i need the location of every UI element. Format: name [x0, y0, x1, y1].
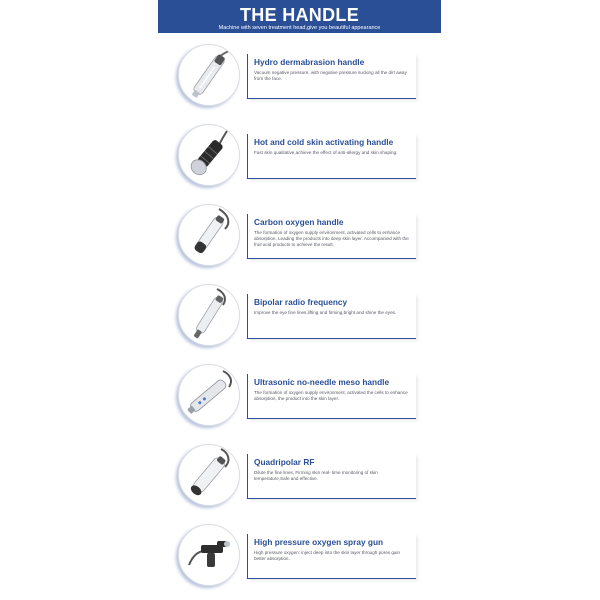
handle-name: Ultrasonic no-needle meso handle	[254, 377, 390, 387]
hot-cold-handle-icon	[178, 124, 240, 186]
handle-name: Hot and cold skin activating handle	[254, 137, 394, 147]
handle-row	[0, 444, 600, 514]
handle-description: The formation of oxygen supply environment, activated cells to enhance absorption. Leading the products into deep skin layer. Accompanied with the fruit acid products to achieve the result.	[254, 230, 409, 247]
handle-description: The formation of oxygen supply environment, activated the cells to enhance absorption, the product into the skin layer.	[254, 390, 408, 401]
hydro-dermabrasion-handle-icon	[178, 44, 240, 106]
handle-name: High pressure oxygen spray gun	[254, 537, 384, 547]
handle-card	[247, 294, 416, 339]
oxygen-spray-gun-icon	[178, 524, 240, 586]
handle-description: Fast skin qualitative,achieve the effect of anti-allergy and skin shaping.	[254, 150, 398, 155]
handle-row	[0, 284, 600, 354]
handle-row	[0, 364, 600, 434]
header-banner	[158, 0, 441, 33]
handle-card	[247, 54, 416, 99]
handle-row	[0, 204, 600, 274]
handle-name: Hydro dermabrasion handle	[254, 57, 365, 67]
handle-card	[247, 534, 416, 579]
handle-name: Carbon oxygen handle	[254, 217, 344, 227]
handle-description: Vacuum negative pressure, with negative pressure sucking all the dirt away from the face.	[254, 70, 407, 81]
handle-description: High pressure oxygen: inject deep into the skin layer through pores gain better absorption.	[254, 550, 401, 561]
handle-card	[247, 374, 416, 419]
handle-row	[0, 124, 600, 194]
handle-row	[0, 44, 600, 114]
page-title: THE HANDLE	[240, 5, 359, 25]
quadripolar-rf-handle-icon	[178, 444, 240, 506]
handle-name: Quadripolar RF	[254, 457, 315, 467]
bipolar-rf-handle-icon	[178, 284, 240, 346]
handle-card	[247, 214, 416, 259]
page-subtitle: Machine with seven treatment head,give you beautiful appearance	[218, 25, 381, 31]
handle-description: Improve the eye fine lines,lifting and firming,bright and shine the eyes.	[254, 310, 397, 315]
handle-row	[0, 524, 600, 594]
carbon-oxygen-handle-icon	[178, 204, 240, 266]
handle-description: Dilute the fine lines, Firming skin real- time monitoring of skin temperature,Safe and effective.	[254, 470, 378, 481]
handle-card	[247, 134, 416, 179]
handle-card	[247, 454, 416, 499]
ultrasonic-meso-handle-icon	[178, 364, 240, 426]
handle-name: Bipolar radio frequency	[254, 297, 348, 307]
